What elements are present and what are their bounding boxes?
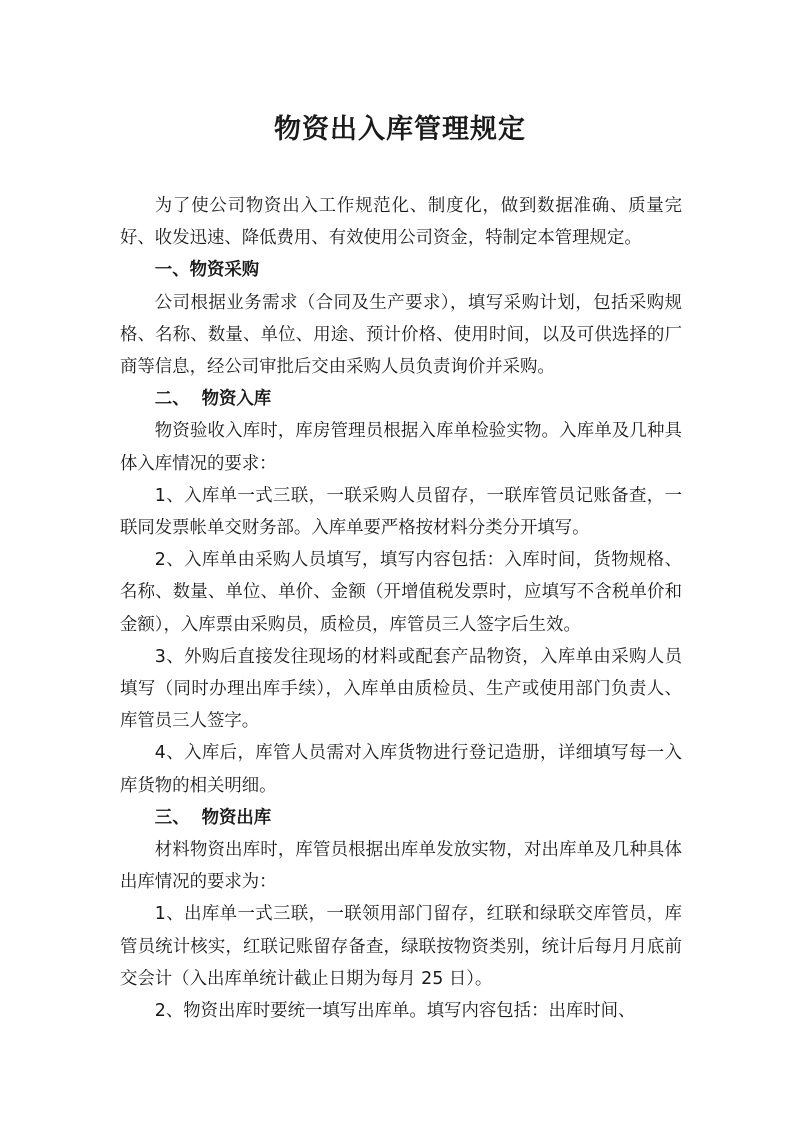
section-heading-purchasing: 一、物资采购 [154, 260, 260, 281]
page-title: 物资出入库管理规定 [274, 114, 526, 145]
section-heading-outbound [120, 802, 682, 834]
intro-paragraph: 为了使公司物资出入工作规范化、制度化，做到数据准确、质量完好、收发迅速、降低费用、有效使用公司资金，特制定本管理规定。 [120, 196, 682, 249]
section-intro-outbound: 材料物资出库时，库管员根据出库单发放实物，对出库单及几种具体出库情况的要求为： [120, 840, 682, 893]
section-heading-inbound [120, 383, 682, 415]
section-paragraph-purchasing: 公司根据业务需求（合同及生产要求），填写采购计划，包括采购规格、名称、数量、单位、用途、预计价格、使用时间，以及可供选择的厂商等信息，经公司审批后交由采购人员负责询价并采购。 [120, 292, 682, 378]
section-heading-text: 物资出库 [201, 807, 272, 828]
section-number: 三、 [154, 807, 190, 828]
list-item: 3、外购后直接发往现场的材料或配套产品物资，入库单由采购人员填写（同时办理出库手续），入库单由质检员、生产或使用部门负责人、库管员三人签字。 [120, 646, 682, 732]
document-body [120, 190, 682, 1027]
list-item: 4、入库后，库管人员需对入库货物进行登记造册，详细填写每一入库货物的相关明细。 [120, 743, 682, 796]
list-item: 2、物资出库时要统一填写出库单。填写内容包括：出库时间、 [154, 1001, 636, 1022]
section-number: 二、 [154, 389, 190, 410]
section-intro-inbound: 物资验收入库时，库房管理员根据入库单检验实物。入库单及几种具体入库情况的要求： [120, 421, 682, 474]
list-item: 2、入库单由采购人员填写，填写内容包括：入库时间，货物规格、名称、数量、单位、单价、金额（开增值税发票时，应填写不含税单价和金额），入库票由采购员，质检员，库管员三人签字后生效。 [120, 550, 682, 635]
list-item: 1、出库单一式三联，一联领用部门留存，红联和绿联交库管员，库管员统计核实，红联记账留存备查，绿联按物资类别，统计后每月月底前交会计（入出库单统计截止日期为每月 25 日）。 [120, 904, 682, 989]
section-heading-text: 物资入库 [201, 389, 272, 410]
list-item: 1、入库单一式三联，一联采购人员留存，一联库管员记账备查，一联同发票帐单交财务部。入库单要严格按材料分类分开填写。 [120, 485, 682, 539]
